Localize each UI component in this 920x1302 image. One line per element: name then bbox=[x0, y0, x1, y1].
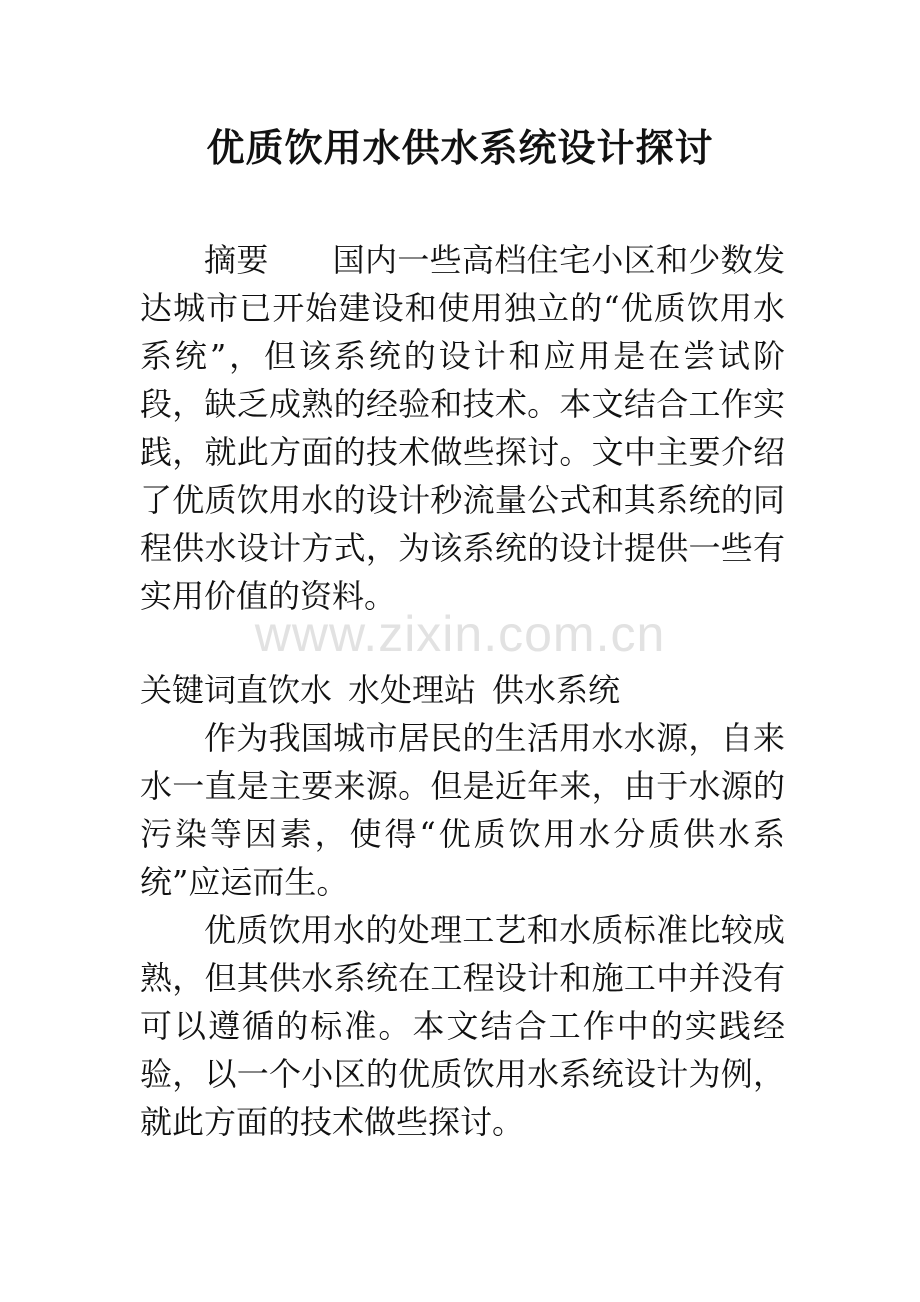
keyword-item: 供水系统 bbox=[492, 671, 621, 709]
keywords-line bbox=[140, 666, 785, 714]
keywords-label: 关键词 bbox=[140, 671, 237, 709]
abstract-text: 国内一些高档住宅小区和少数发达城市已开始建设和使用独立的“优质饮用水系统”，但该系统的设计和应用是在尝试阶段，缺乏成熟的经验和技术。本文结合工作实践，就此方面的技术做些探讨。文中主要介绍了优质饮用水的设计秒流量公式和其系统的同程供水设计方式，为该系统的设计提供一些有实用价值的资料。 bbox=[140, 241, 785, 615]
watermark: www.zixin.com.cn bbox=[254, 606, 666, 662]
abstract-label: 摘要 bbox=[204, 241, 269, 279]
body-paragraph-2: 优质饮用水的处理工艺和水质标准比较成熟，但其供水系统在工程设计和施工中并没有可以遵循的标准。本文结合工作中的实践经验，以一个小区的优质饮用水系统设计为例，就此方面的技术做些探讨。 bbox=[140, 911, 785, 1141]
document-title: 优质饮用水供水系统设计探讨 bbox=[206, 125, 714, 170]
abstract-paragraph bbox=[140, 236, 785, 620]
body-paragraph-1: 作为我国城市居民的生活用水水源，自来水一直是主要来源。但是近年来，由于水源的污染等因素，使得“优质饮用水分质供水系统”应运而生。 bbox=[140, 719, 785, 901]
keyword-item: 水处理站 bbox=[348, 671, 477, 709]
keyword-item: 直饮水 bbox=[236, 671, 333, 709]
